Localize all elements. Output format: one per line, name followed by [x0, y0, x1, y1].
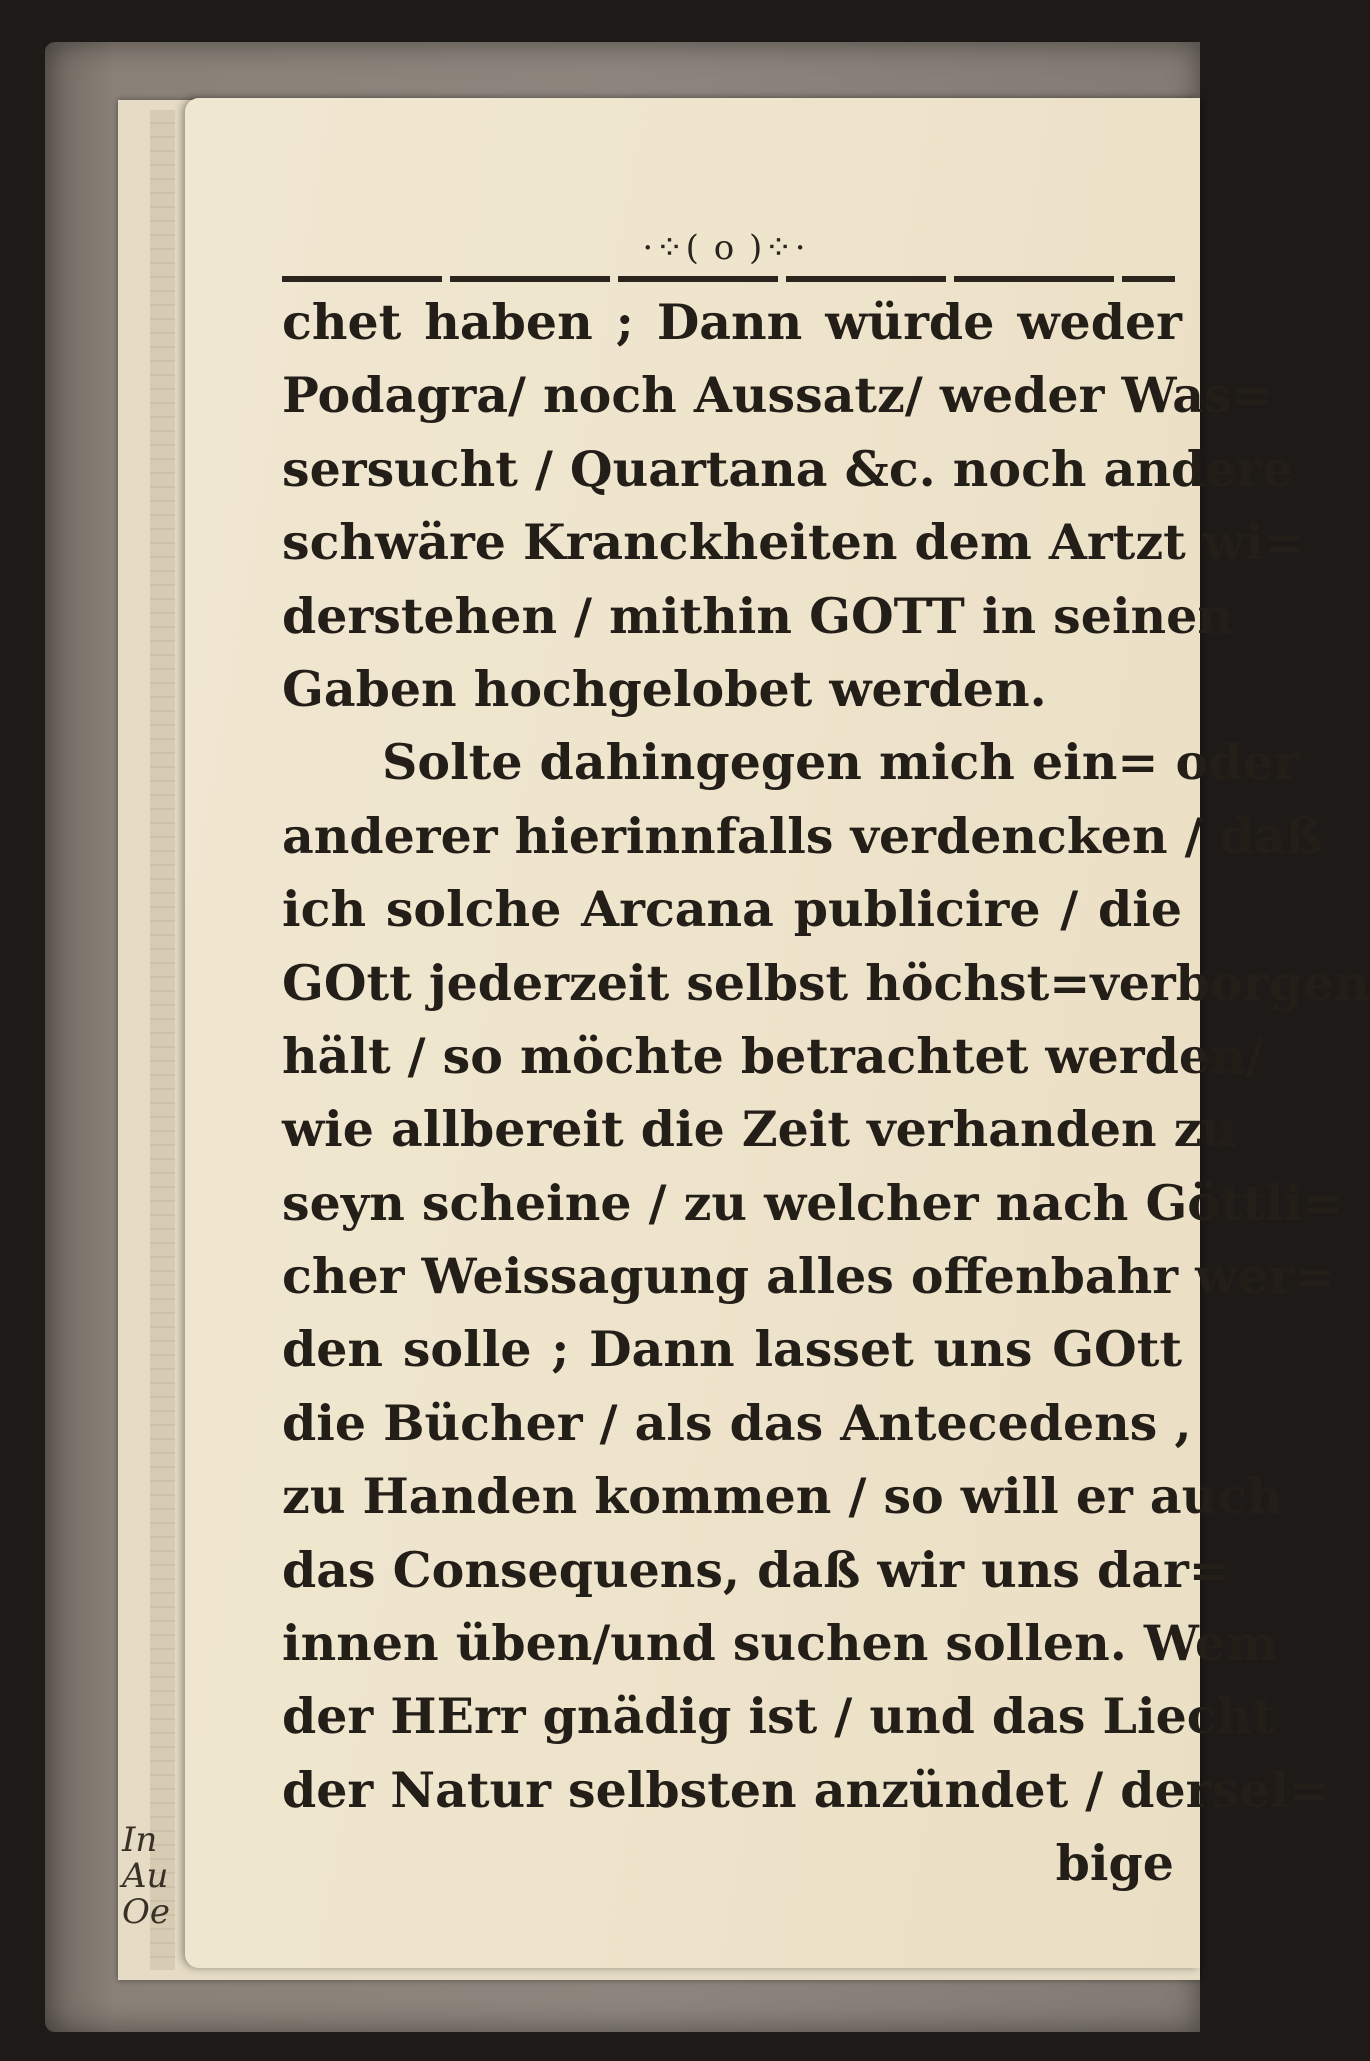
catchword: bige — [1055, 1834, 1174, 1893]
text-line: ich solche Arcana publicire / die — [282, 880, 1182, 939]
page-edge-strip — [150, 110, 175, 1970]
text-line: cher Weissagung alles offenbahr wer= — [282, 1247, 1336, 1306]
header-rule — [282, 276, 1175, 282]
edge-text-line: Au — [122, 1856, 169, 1896]
text-line: hält / so möchte betrachtet werden/ — [282, 1026, 1264, 1085]
text-line: anderer hierinnfalls verdencken / daß — [282, 806, 1323, 865]
text-line: innen üben/und suchen sollen. Wem — [282, 1614, 1278, 1673]
text-line: Podagra/ noch Aussatz/ weder Was= — [282, 366, 1273, 425]
text-line: seyn scheine / zu welcher nach Göttli= — [282, 1173, 1344, 1232]
text-line: Solte dahingegen mich ein= oder — [382, 733, 1300, 792]
text-line: schwäre Kranckheiten dem Artzt wi= — [282, 513, 1305, 572]
text-line: sersucht / Quartana &c. noch andere — [282, 439, 1294, 498]
text-line: derstehen / mithin GOTT in seinen — [282, 586, 1233, 645]
text-line: der HErr gnädig ist / und das Liecht — [282, 1687, 1275, 1746]
text-line: den solle ; Dann lasset uns GOtt — [282, 1320, 1182, 1379]
text-line: GOtt jederzeit selbst höchst=verborgen — [282, 953, 1370, 1012]
text-line: der Natur selbsten anzündet / dersel= — [282, 1760, 1330, 1819]
edge-text-line: Oe — [122, 1892, 170, 1932]
text-line: die Bücher / als das Antecedens , — [282, 1393, 1192, 1452]
page-header: ·⁘( o )⁘· — [642, 228, 808, 268]
page-header-wrap — [0, 228, 1200, 268]
text-line: chet haben ; Dann würde weder — [282, 293, 1182, 351]
page-text — [282, 286, 1370, 1901]
text-line: Gaben hochgelobet werden. — [282, 659, 1047, 718]
text-line: wie allbereit die Zeit verhanden zu — [282, 1100, 1238, 1159]
text-line: zu Handen kommen / so will er auch — [282, 1467, 1283, 1526]
underlying-page-edge-text — [122, 1822, 192, 1930]
text-line: das Consequens, daß wir uns dar= — [282, 1540, 1230, 1599]
edge-text-line: In — [122, 1820, 158, 1860]
